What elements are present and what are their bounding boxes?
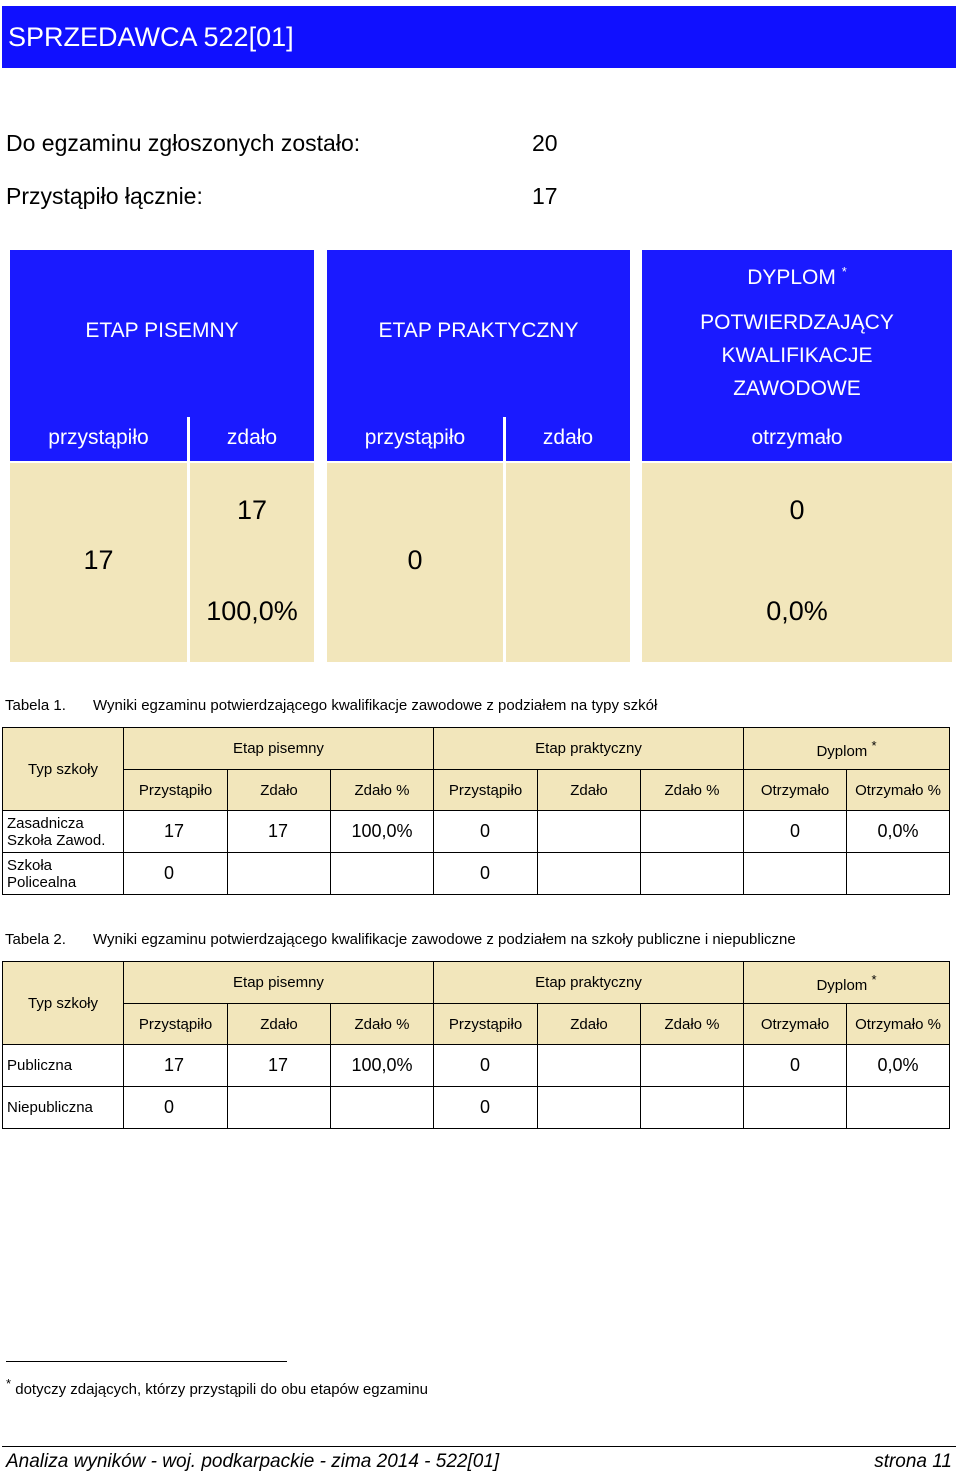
cell: 17 (124, 1045, 228, 1087)
cell (847, 1087, 950, 1129)
row-name: Zasadnicza Szkoła Zawod. (3, 811, 124, 853)
cell: 0,0% (847, 811, 950, 853)
diploma-header: DYPLOM * (747, 264, 847, 289)
written-header: ETAP PISEMNY (85, 319, 239, 342)
col-header: Zdało (228, 770, 331, 811)
cell (744, 1087, 847, 1129)
table-row (3, 853, 950, 895)
diploma-line3: ZAWODOWE (733, 377, 861, 400)
col-header: Przystąpiło (124, 1004, 228, 1045)
footer-page-number: strona 11 (874, 1451, 952, 1472)
table2 (2, 961, 950, 1129)
row-name: Publiczna (3, 1045, 124, 1087)
cell: 17 (228, 1045, 331, 1087)
table-row (3, 811, 950, 853)
practical-attended-value: 0 (407, 545, 423, 575)
cell: 0 (434, 853, 538, 895)
col-written-passed: zdało (226, 426, 278, 449)
cell: 0 (124, 1087, 228, 1129)
cell: 0 (434, 1087, 538, 1129)
footer-divider (2, 1446, 956, 1447)
footnote (6, 1376, 428, 1398)
table2-caption-label: Tabela 2. (5, 931, 66, 948)
col-practical: Etap praktyczny (434, 962, 744, 1004)
table1 (2, 727, 950, 895)
col-header: Otrzymało (744, 1004, 847, 1045)
cell (331, 1087, 434, 1129)
cell: 0 (434, 1045, 538, 1087)
footnote-mark: * (871, 737, 877, 753)
footnote-divider (6, 1361, 287, 1362)
value-cell (506, 463, 630, 662)
attended-value: 17 (532, 183, 558, 209)
cell (538, 811, 641, 853)
col-diploma-received: otrzymało (751, 426, 843, 449)
cell (641, 1045, 744, 1087)
written-attended-value: 17 (83, 545, 114, 575)
practical-header: ETAP PRAKTYCZNY (378, 319, 579, 342)
col-written: Etap pisemny (124, 962, 434, 1004)
col-header: Otrzymało % (847, 1004, 950, 1045)
value-cell (190, 463, 314, 662)
col-header: Zdało (538, 770, 641, 811)
col-school-type: Typ szkoły (3, 962, 124, 1045)
cell: 0 (744, 811, 847, 853)
value-cell (642, 463, 952, 662)
col-header: Zdało % (641, 770, 744, 811)
col-header: Zdało (228, 1004, 331, 1045)
row-name: Niepubliczna (3, 1087, 124, 1129)
col-header: Otrzymało % (847, 770, 950, 811)
cell: 100,0% (331, 1045, 434, 1087)
cell: 17 (124, 811, 228, 853)
col-written: Etap pisemny (124, 728, 434, 770)
cell (228, 853, 331, 895)
col-header: Zdało % (331, 770, 434, 811)
cell (641, 1087, 744, 1129)
footnote-mark: * (6, 1376, 12, 1391)
cell (228, 1087, 331, 1129)
footer-left: Analiza wyników - woj. podkarpackie - zima 2014 - 522[01] (6, 1451, 500, 1472)
col-header: Przystąpiło (434, 770, 538, 811)
cell: 0,0% (847, 1045, 950, 1087)
col-header: Zdało (538, 1004, 641, 1045)
footnote-mark: * (871, 971, 877, 987)
col-diploma: Dyplom * (744, 962, 950, 1004)
diploma-line1: POTWIERDZAJĄCY (700, 311, 894, 334)
footnote-mark: * (841, 264, 847, 279)
cell (744, 853, 847, 895)
cell (331, 853, 434, 895)
col-header: Zdało % (331, 1004, 434, 1045)
table2-caption-text: Wyniki egzaminu potwierdzającego kwalifikacje zawodowe z podziałem na szkoły publiczne i niepubliczne (93, 931, 796, 948)
attended-label: Przystąpiło łącznie: (6, 183, 203, 209)
cell (641, 811, 744, 853)
table-row (3, 1045, 950, 1087)
cell (538, 1045, 641, 1087)
cell: 100,0% (331, 811, 434, 853)
col-header: Przystąpiło (124, 770, 228, 811)
diploma-line2: KWALIFIKACJE (721, 344, 873, 367)
footnote-text: dotyczy zdających, którzy przystąpili do obu etapów egzaminu (15, 1381, 428, 1398)
written-passed-value: 17 (236, 495, 268, 525)
col-practical-attended: przystąpiło (364, 426, 466, 449)
cell (538, 853, 641, 895)
row-name: Szkoła Policealna (3, 853, 124, 895)
col-practical: Etap praktyczny (434, 728, 744, 770)
written-passed-pct: 100,0% (206, 596, 298, 626)
diploma-received-value: 0 (789, 495, 805, 525)
cell (847, 853, 950, 895)
registered-label: Do egzaminu zgłoszonych zostało: (6, 130, 361, 156)
col-header: Otrzymało (744, 770, 847, 811)
table1-caption-text: Wyniki egzaminu potwierdzającego kwalifikacje zawodowe z podziałem na typy szkół (93, 697, 658, 714)
cell: 0 (434, 811, 538, 853)
col-school-type: Typ szkoły (3, 728, 124, 811)
cell: 0 (124, 853, 228, 895)
cell (538, 1087, 641, 1129)
cell: 0 (744, 1045, 847, 1087)
col-written-attended: przystąpiło (48, 426, 149, 449)
col-diploma: Dyplom * (744, 728, 950, 770)
table1-caption-label: Tabela 1. (5, 697, 66, 714)
table-row (3, 1087, 950, 1129)
cell (641, 853, 744, 895)
cell: 17 (228, 811, 331, 853)
col-header: Zdało % (641, 1004, 744, 1045)
col-practical-passed: zdało (542, 426, 594, 449)
page-banner: SPRZEDAWCA 522[01] (2, 6, 956, 68)
col-header: Przystąpiło (434, 1004, 538, 1045)
registered-value: 20 (532, 130, 558, 156)
diploma-received-pct: 0,0% (766, 596, 828, 626)
